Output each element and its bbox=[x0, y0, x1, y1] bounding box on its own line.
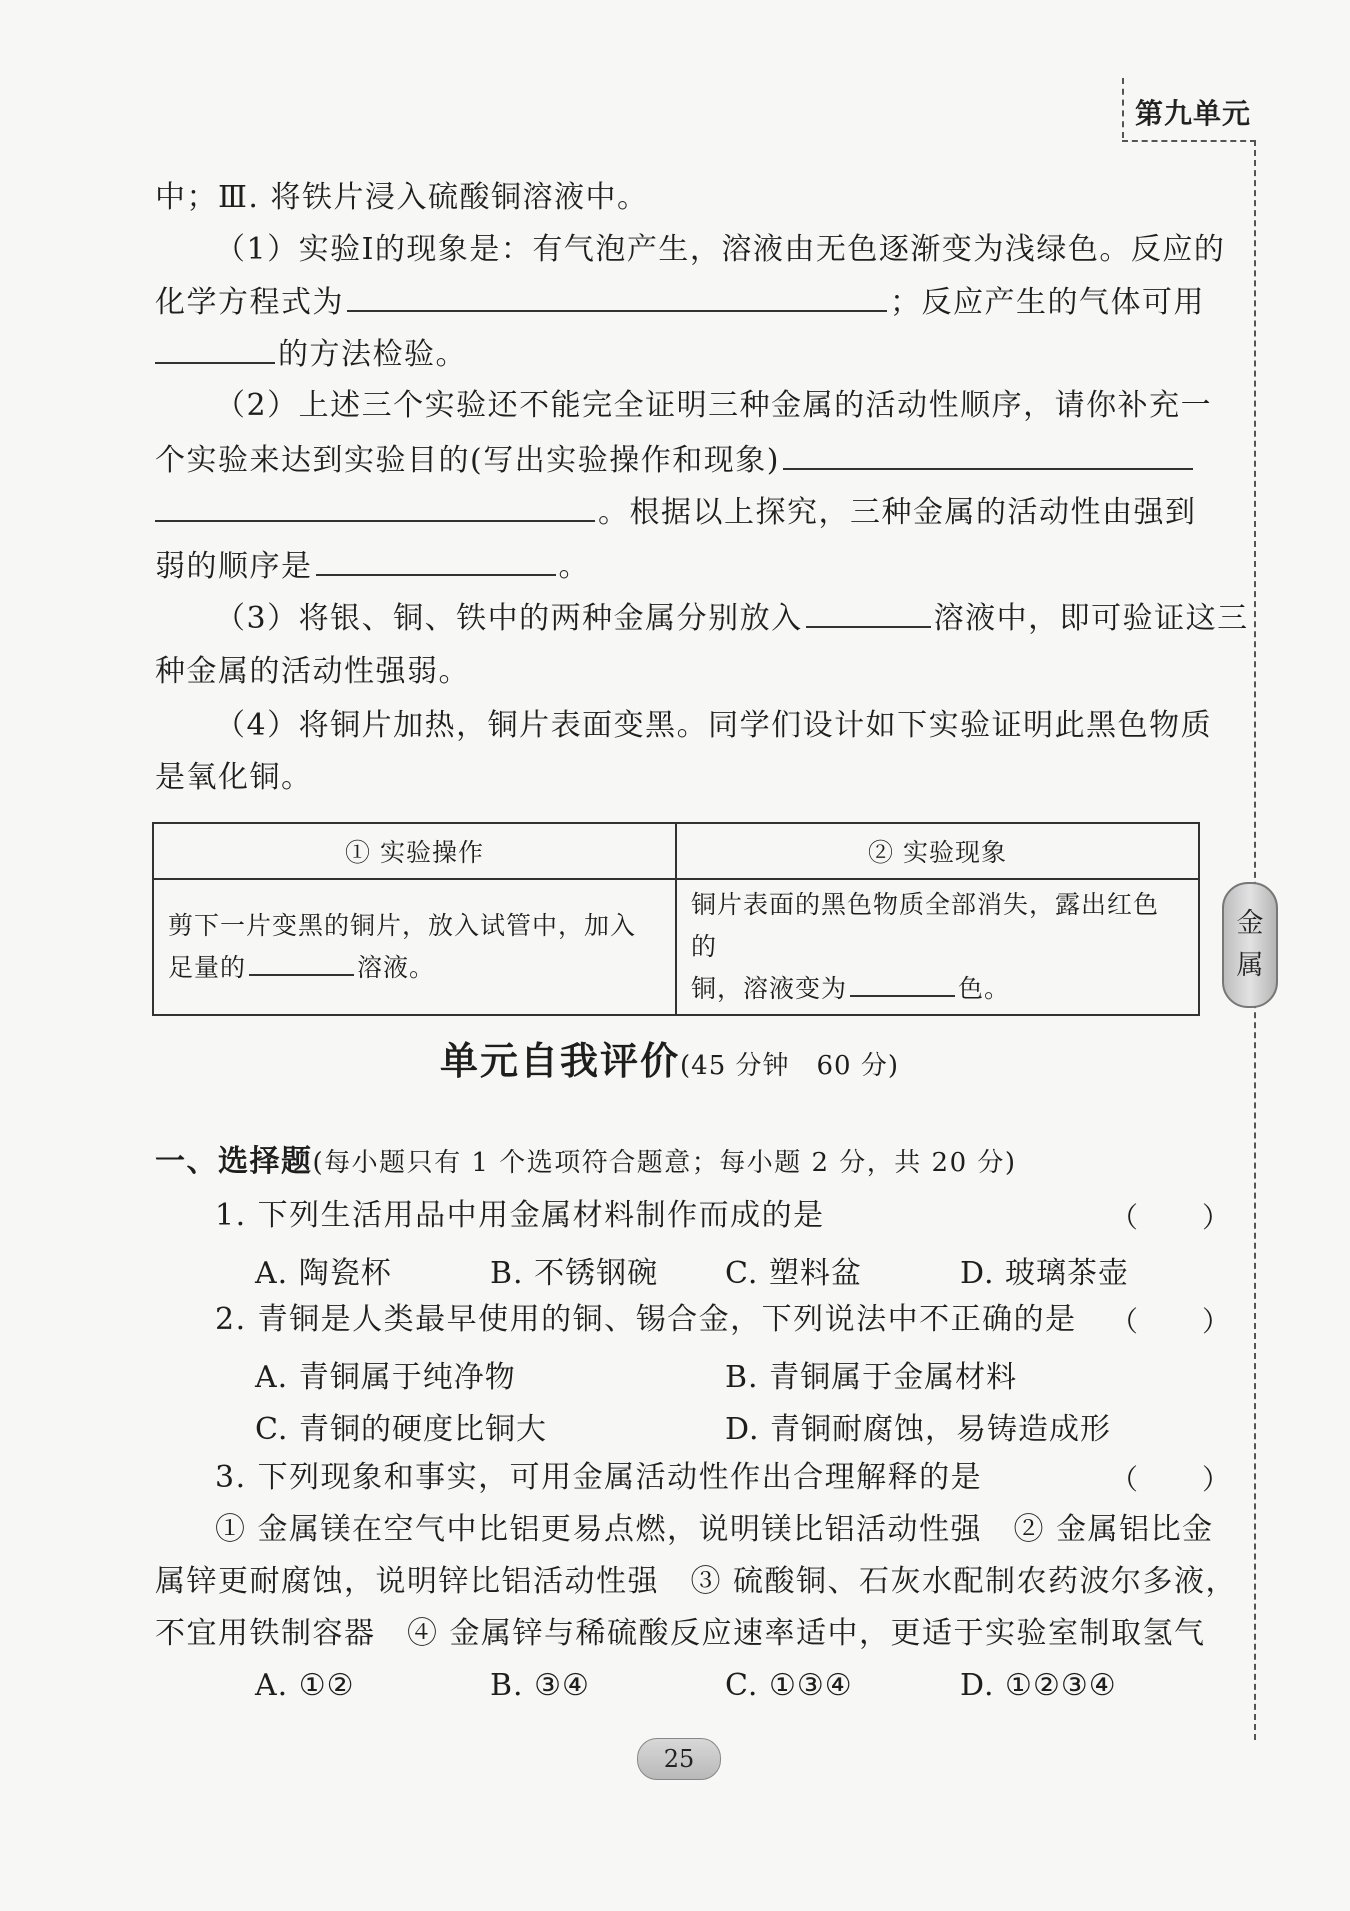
text: 化学方程式为 bbox=[155, 285, 344, 320]
text: 溶液。 bbox=[357, 953, 436, 982]
table-header: ② 实验现象 bbox=[676, 823, 1199, 879]
text-line: 是氧化铜。 bbox=[155, 760, 313, 795]
part-heading bbox=[155, 1142, 1200, 1183]
option[interactable]: D. 青铜耐腐蚀，易铸造成形 bbox=[725, 1412, 1112, 1447]
text: 足量的 bbox=[168, 953, 247, 982]
text-line: （2）上述三个实验还不能完全证明三种金属的活动性顺序，请你补充一 bbox=[215, 388, 1213, 423]
question-2-line-4 bbox=[155, 546, 1200, 587]
header-divider-horizontal bbox=[1122, 140, 1256, 142]
header-divider-vertical bbox=[1122, 78, 1124, 138]
text: 铜，溶液变为 bbox=[691, 974, 848, 1003]
answer-blank-order[interactable] bbox=[316, 546, 556, 576]
text: （3）将银、铜、铁中的两种金属分别放入 bbox=[215, 601, 803, 636]
text: ；反应产生的气体可用 bbox=[890, 285, 1205, 320]
answer-blank-reagent[interactable] bbox=[249, 950, 354, 976]
option[interactable]: C. ①③④ bbox=[725, 1668, 853, 1703]
experiment-table bbox=[152, 822, 1200, 1016]
section-title bbox=[440, 1030, 899, 1085]
part-heading-note: (每小题只有 1 个选项符合题意；每小题 2 分，共 20 分) bbox=[312, 1148, 1017, 1178]
table-cell-phenomenon bbox=[676, 879, 1199, 1015]
option[interactable]: A. 陶瓷杯 bbox=[255, 1256, 392, 1291]
question-1-line-3 bbox=[155, 334, 1200, 375]
text-line: （4）将铜片加热，铜片表面变黑。同学们设计如下实验证明此黑色物质 bbox=[215, 708, 1213, 743]
option[interactable]: D. 玻璃茶壶 bbox=[960, 1256, 1130, 1291]
question-stem: 3. 下列现象和事实，可用金属活动性作出合理解释的是 bbox=[215, 1460, 983, 1495]
answer-blank-equation[interactable] bbox=[347, 282, 887, 312]
answer-paren[interactable]: （ ） bbox=[1110, 1305, 1249, 1338]
answer-blank-experiment[interactable] bbox=[783, 440, 1193, 470]
option[interactable]: B. ③④ bbox=[490, 1668, 590, 1703]
question-2-line-3 bbox=[155, 492, 1200, 533]
question-body: 属锌更耐腐蚀，说明锌比铝活动性强 ③ 硫酸铜、石灰水配制农药波尔多液， bbox=[155, 1564, 1238, 1599]
text-line: （1）实验Ⅰ的现象是：有气泡产生，溶液由无色逐渐变为浅绿色。反应的 bbox=[215, 232, 1226, 267]
option[interactable]: C. 青铜的硬度比铜大 bbox=[255, 1412, 547, 1447]
question-1-line-2 bbox=[155, 282, 1205, 323]
option[interactable]: A. 青铜属于纯净物 bbox=[255, 1360, 516, 1395]
answer-blank-experiment-cont[interactable] bbox=[155, 492, 595, 522]
option[interactable]: A. ①② bbox=[255, 1668, 355, 1703]
table-header: ① 实验操作 bbox=[153, 823, 676, 879]
text: 溶液中，即可验证这三 bbox=[933, 601, 1249, 636]
side-tab bbox=[1222, 882, 1278, 1008]
text: 色。 bbox=[958, 974, 1011, 1003]
section-title-text: 单元自我评价 bbox=[440, 1039, 681, 1083]
text: 剪下一片变黑的铜片，放入试管中，加入 bbox=[168, 911, 637, 940]
unit-label: 第九单元 bbox=[1135, 97, 1252, 130]
option[interactable]: B. 青铜属于金属材料 bbox=[725, 1360, 1018, 1395]
text: 铜片表面的黑色物质全部消失，露出红色的 bbox=[691, 890, 1160, 961]
option[interactable]: D. ①②③④ bbox=[960, 1668, 1117, 1703]
answer-paren[interactable]: （ ） bbox=[1110, 1463, 1249, 1496]
text: 。 bbox=[558, 549, 590, 584]
text: 的方法检验。 bbox=[278, 337, 467, 372]
answer-paren[interactable]: （ ） bbox=[1110, 1201, 1249, 1234]
question-3-line-1 bbox=[215, 598, 1249, 639]
text-line: 中；Ⅲ. 将铁片浸入硫酸铜溶液中。 bbox=[155, 180, 649, 215]
text: 个实验来达到实验目的(写出实验操作和现象) bbox=[155, 443, 780, 478]
page-number: 25 bbox=[637, 1738, 721, 1780]
part-heading-title: 一、选择题 bbox=[155, 1144, 313, 1179]
question-stem: 2. 青铜是人类最早使用的铜、锡合金，下列说法中不正确的是 bbox=[215, 1302, 1077, 1337]
table-cell-operation bbox=[153, 879, 676, 1015]
text: 弱的顺序是 bbox=[155, 549, 313, 584]
question-2-line-2 bbox=[155, 440, 1200, 481]
answer-blank-color[interactable] bbox=[850, 971, 955, 997]
option[interactable]: C. 塑料盆 bbox=[725, 1256, 862, 1291]
answer-blank-solution[interactable] bbox=[806, 598, 931, 628]
text: 。根据以上探究，三种金属的活动性由强到 bbox=[598, 495, 1197, 530]
side-tab-char-2: 属 bbox=[1236, 950, 1264, 981]
answer-blank-method[interactable] bbox=[155, 334, 275, 364]
question-stem: 1. 下列生活用品中用金属材料制作而成的是 bbox=[215, 1198, 825, 1233]
text-line: 种金属的活动性强弱。 bbox=[155, 654, 470, 689]
question-body: ① 金属镁在空气中比铝更易点燃，说明镁比铝活动性强 ② 金属铝比金 bbox=[215, 1512, 1214, 1547]
question-body: 不宜用铁制容器 ④ 金属锌与稀硫酸反应速率适中，更适于实验室制取氢气 bbox=[155, 1616, 1206, 1651]
option[interactable]: B. 不锈钢碗 bbox=[490, 1256, 659, 1291]
section-subtitle: (45 分钟 60 分) bbox=[680, 1051, 900, 1081]
side-tab-char-1: 金 bbox=[1236, 908, 1264, 939]
